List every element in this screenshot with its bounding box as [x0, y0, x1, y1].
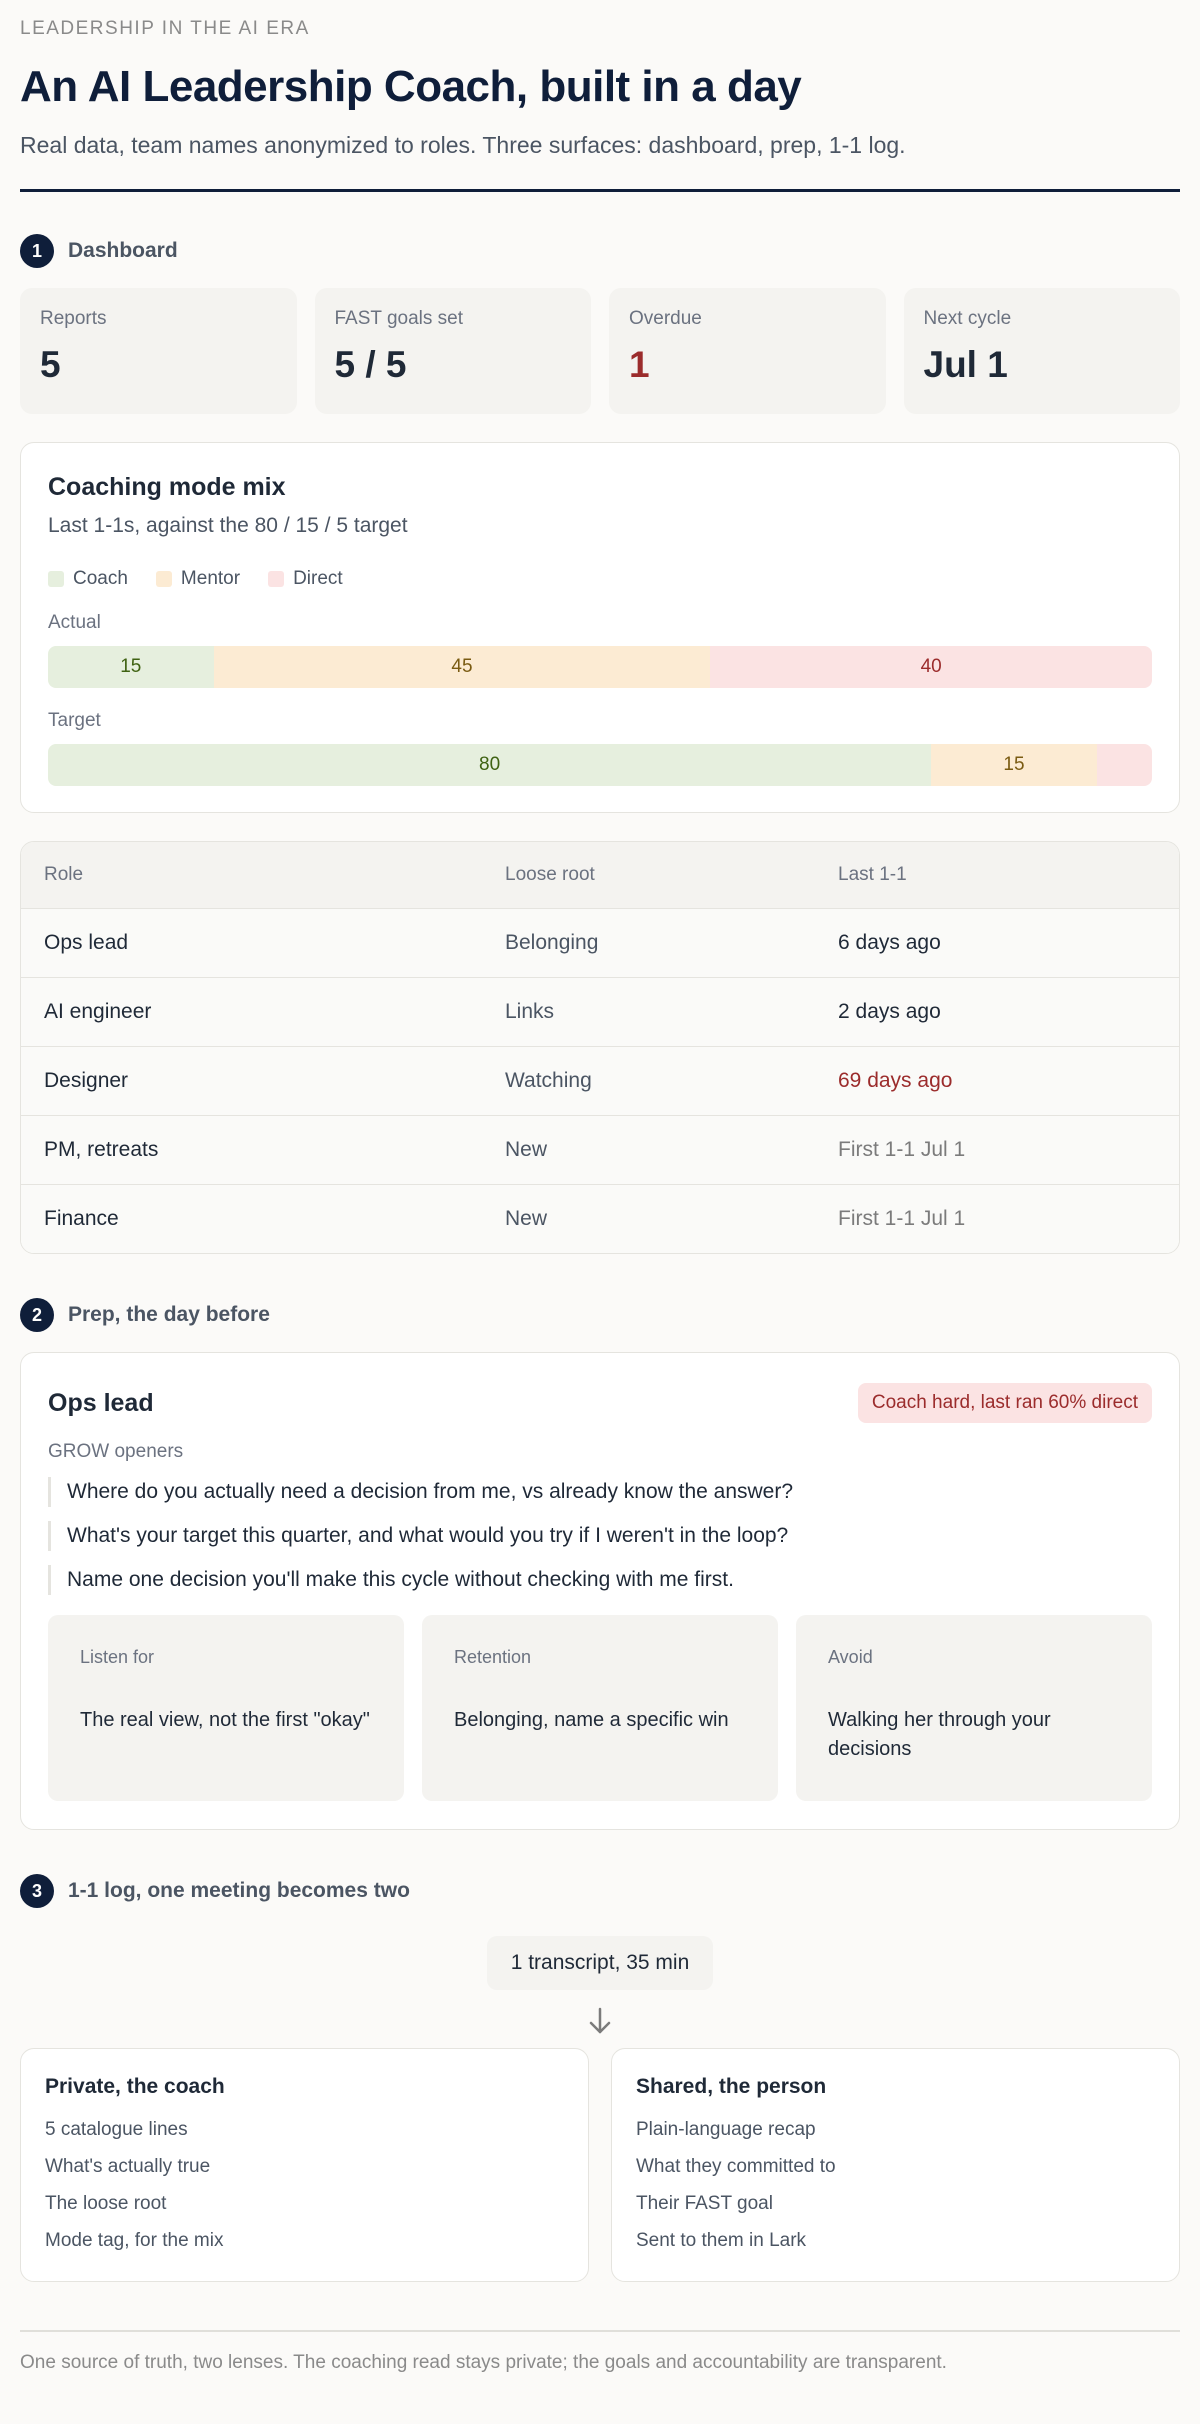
footer-divider	[20, 2330, 1180, 2332]
tip-card-avoid	[796, 1615, 1152, 1801]
grow-opener: Name one decision you'll make this cycle without checking with me first.	[48, 1565, 1152, 1595]
cell-role: Designer	[44, 1069, 129, 1092]
tip-card-listen-for	[48, 1615, 404, 1801]
table-row[interactable]	[21, 1115, 1179, 1184]
lens-item: Sent to them in Lark	[636, 2230, 807, 2251]
mix-title: Coaching mode mix	[48, 473, 286, 501]
kpi-value: 5	[40, 344, 61, 385]
tip-text: The real view, not the first "okay"	[80, 1709, 370, 1731]
kpi-card-fast-goals	[315, 288, 592, 414]
grow-openers-label: GROW openers	[48, 1441, 184, 1462]
two-lens-split	[20, 2048, 1180, 2282]
cell-last-1-1: First 1-1 Jul 1	[838, 1138, 966, 1161]
cell-role: Ops lead	[44, 931, 129, 954]
cell-loose-root: New	[505, 1138, 548, 1161]
section-dashboard-header	[20, 234, 1180, 268]
kpi-label: Next cycle	[923, 308, 1012, 329]
cell-loose-root: Links	[505, 1000, 555, 1023]
lens-item: The loose root	[45, 2193, 167, 2214]
transcript-chip: 1 transcript, 35 min	[487, 1936, 714, 1990]
shared-lens-card	[611, 2048, 1180, 2282]
lens-item: Mode tag, for the mix	[45, 2230, 224, 2251]
target-segment-direct	[1097, 744, 1152, 786]
lens-item: What they committed to	[636, 2156, 836, 2177]
prep-tips-row	[48, 1615, 1152, 1801]
lens-item: Plain-language recap	[636, 2119, 816, 2140]
section-label: Dashboard	[68, 239, 178, 262]
section-log-header	[20, 1874, 1180, 1908]
column-header-role: Role	[44, 864, 84, 885]
cell-last-1-1: 6 days ago	[838, 931, 941, 954]
target-segment-mentor: 15	[931, 744, 1097, 786]
lens-item: 5 catalogue lines	[45, 2119, 188, 2140]
actual-bar-label: Actual	[48, 612, 101, 633]
kpi-value: 1	[629, 344, 650, 385]
table-row[interactable]	[21, 908, 1179, 977]
mix-legend	[48, 568, 1152, 590]
table-row[interactable]	[21, 1184, 1179, 1253]
legend-item-direct	[268, 568, 343, 590]
section-prep-header	[20, 1298, 1180, 1332]
cell-role: PM, retreats	[44, 1138, 159, 1161]
tip-card-retention	[422, 1615, 778, 1801]
kpi-label: Overdue	[629, 308, 702, 329]
section-number-badge: 3	[20, 1874, 54, 1908]
kpi-label: FAST goals set	[334, 308, 463, 329]
header-divider	[20, 189, 1180, 192]
section-number-badge: 1	[20, 234, 54, 268]
mix-subtitle: Last 1-1s, against the 80 / 15 / 5 target	[48, 514, 408, 537]
actual-segment-direct: 40	[710, 646, 1152, 688]
cell-loose-root: Belonging	[505, 931, 599, 954]
grow-opener: Where do you actually need a decision from me, vs already know the answer?	[48, 1477, 1152, 1507]
eyebrow: LEADERSHIP IN THE AI ERA	[20, 18, 310, 39]
column-header-last-1-1: Last 1-1	[838, 864, 907, 885]
actual-stacked-bar	[48, 646, 1152, 688]
prep-card-header	[48, 1383, 1152, 1423]
section-label: Prep, the day before	[68, 1303, 270, 1326]
lens-title: Private, the coach	[45, 2075, 225, 2098]
tip-label: Avoid	[828, 1647, 873, 1667]
tip-text: Belonging, name a specific win	[454, 1709, 729, 1731]
page-subtitle: Real data, team names anonymized to roles. Three surfaces: dashboard, prep, 1-1 log.	[20, 132, 906, 158]
kpi-value: Jul 1	[923, 344, 1008, 385]
table-row[interactable]	[21, 977, 1179, 1046]
actual-segment-coach: 15	[48, 646, 214, 688]
cell-last-1-1: 2 days ago	[838, 1000, 941, 1023]
table-header-row	[21, 842, 1179, 908]
tip-label: Retention	[454, 1647, 532, 1667]
kpi-card-overdue	[609, 288, 886, 414]
tip-text: Walking her through your decisions	[828, 1709, 1051, 1760]
kpi-card-reports	[20, 288, 297, 414]
legend-label: Coach	[73, 568, 128, 589]
tip-label: Listen for	[80, 1647, 155, 1667]
prep-person-role: Ops lead	[48, 1388, 154, 1417]
kpi-row	[20, 288, 1180, 414]
kpi-value: 5 / 5	[334, 344, 407, 385]
target-stacked-bar	[48, 744, 1152, 786]
legend-swatch-direct	[268, 571, 284, 587]
grow-opener: What's your target this quarter, and what would you try if I weren't in the loop?	[48, 1521, 1152, 1551]
arrow-down-icon	[20, 2006, 1180, 2036]
legend-item-mentor	[156, 568, 240, 590]
section-number-badge: 2	[20, 1298, 54, 1332]
legend-swatch-mentor	[156, 571, 172, 587]
lens-item: Their FAST goal	[636, 2193, 773, 2214]
cell-last-1-1: First 1-1 Jul 1	[838, 1207, 966, 1230]
private-lens-card	[20, 2048, 589, 2282]
lens-title: Shared, the person	[636, 2075, 827, 2098]
legend-swatch-coach	[48, 571, 64, 587]
legend-label: Direct	[293, 568, 343, 589]
table-row[interactable]	[21, 1046, 1179, 1115]
cell-loose-root: Watching	[505, 1069, 592, 1092]
coaching-advice-badge: Coach hard, last ran 60% direct	[858, 1383, 1152, 1423]
transcript-chip-wrap	[20, 1936, 1180, 1990]
footer-note: One source of truth, two lenses. The coaching read stays private; the goals and accountability are transparent.	[20, 2351, 947, 2373]
column-header-loose-root: Loose root	[505, 864, 595, 885]
section-label: 1-1 log, one meeting becomes two	[68, 1879, 410, 1902]
page-title: An AI Leadership Coach, built in a day	[20, 62, 802, 111]
actual-segment-mentor: 45	[214, 646, 711, 688]
cell-last-1-1-overdue: 69 days ago	[838, 1069, 953, 1092]
legend-label: Mentor	[180, 568, 241, 589]
target-segment-coach: 80	[48, 744, 931, 786]
reports-table	[20, 841, 1180, 1254]
cell-role: Finance	[44, 1207, 119, 1230]
coaching-mode-mix-card	[20, 442, 1180, 813]
prep-card	[20, 1352, 1180, 1830]
kpi-card-next-cycle	[904, 288, 1181, 414]
lens-item: What's actually true	[45, 2156, 211, 2177]
target-bar-label: Target	[48, 710, 101, 731]
kpi-label: Reports	[40, 308, 107, 329]
legend-item-coach	[48, 568, 128, 590]
cell-role: AI engineer	[44, 1000, 152, 1023]
cell-loose-root: New	[505, 1207, 548, 1230]
